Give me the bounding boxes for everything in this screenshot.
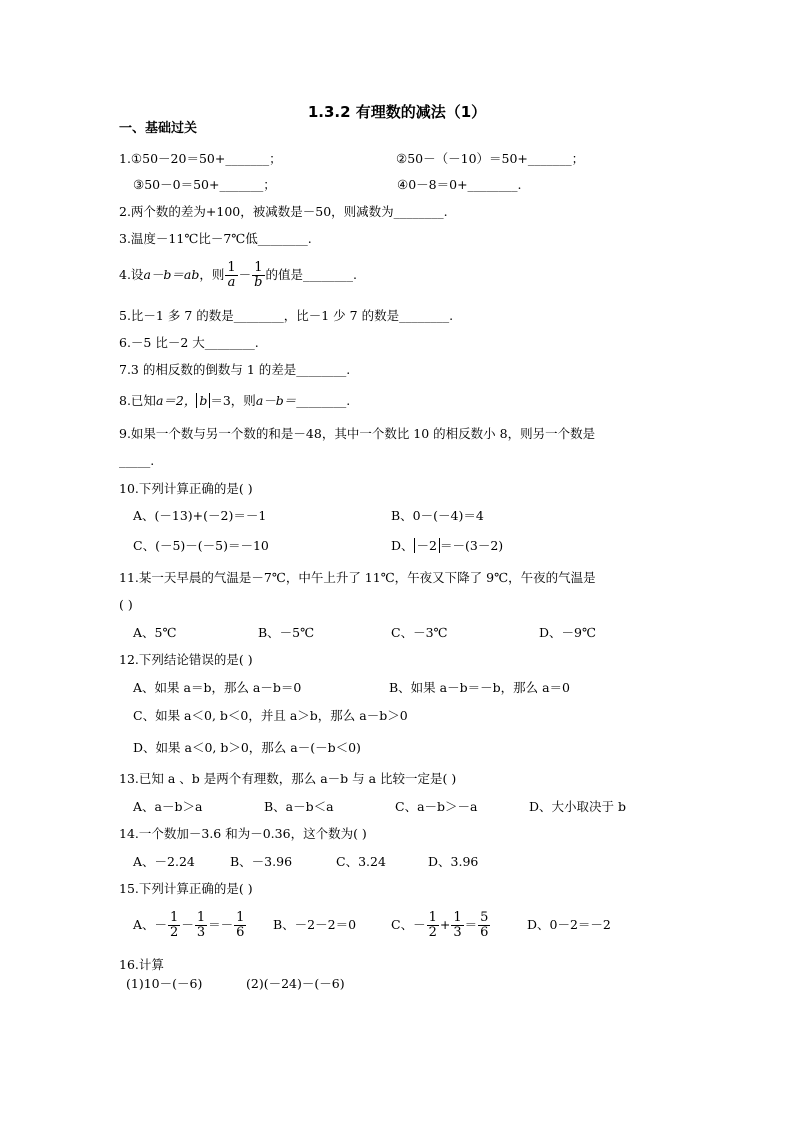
q15-a-op: － bbox=[181, 917, 194, 932]
q16-part-1: (1)10－(－6) bbox=[126, 976, 203, 991]
q4-mid: ，则 bbox=[199, 267, 225, 282]
question-16-stem: 16.计算 bbox=[119, 957, 164, 972]
q15-a-eq: ＝－ bbox=[208, 917, 234, 932]
question-15-stem: 15.下列计算正确的是( ) bbox=[119, 881, 253, 896]
q14-option-a: A、－2.24 bbox=[133, 854, 195, 869]
q15-c-f1-num: 1 bbox=[428, 910, 437, 925]
q15-option-b: B、－2－2＝0 bbox=[273, 917, 357, 932]
q15-a-fraction-2 bbox=[195, 911, 207, 940]
q15-a-fraction-3 bbox=[234, 911, 246, 940]
q15-a-f2-num: 1 bbox=[196, 910, 206, 925]
q15-option-a bbox=[133, 908, 247, 942]
q11-option-d: D、－9℃ bbox=[539, 625, 596, 640]
question-6: 6.－5 比－2 大________. bbox=[119, 335, 259, 350]
q11-option-c: C、－3℃ bbox=[391, 625, 448, 640]
q10-option-c: C、(－5)－(－5)＝－10 bbox=[133, 538, 269, 553]
section-heading: 一、基础过关 bbox=[119, 121, 198, 136]
q10-option-a: A、(－13)+(－2)＝－1 bbox=[133, 508, 267, 523]
q8-prefix: 8.已知 bbox=[119, 393, 156, 408]
q4-fraction-1 bbox=[225, 261, 237, 290]
q1-part-b: ②50－（－10）＝50+_______； bbox=[396, 151, 585, 166]
q14-option-b: B、－3.96 bbox=[230, 854, 293, 869]
q15-c-f1-den: 2 bbox=[428, 925, 437, 940]
q10-d-prefix: D、 bbox=[391, 538, 414, 553]
q4-suffix: 的值是________. bbox=[265, 267, 357, 282]
question-8 bbox=[119, 393, 350, 409]
q11-option-b: B、－5℃ bbox=[258, 625, 315, 640]
q12-option-c: C、如果 a＜0, b＜0，并且 a＞b，那么 a－b＞0 bbox=[133, 708, 408, 723]
q15-option-d: D、0－2＝－2 bbox=[527, 917, 611, 932]
q15-a-f3-num: 1 bbox=[236, 910, 245, 925]
q10-d-suffix: ＝－(3－2) bbox=[439, 538, 504, 553]
q1-part-c: ③50－0＝50+_______； bbox=[133, 177, 276, 192]
q15-c-op: + bbox=[439, 917, 451, 932]
q15-a-f2-den: 3 bbox=[196, 925, 206, 940]
question-11-stem: 11.某一天早晨的气温是－7℃，中午上升了 11℃，午夜又下降了 9℃，午夜的气温是 bbox=[119, 570, 596, 585]
q4-f1-numerator: 1 bbox=[227, 260, 236, 275]
question-9-line-1: 9.如果一个数与另一个数的和是－48，其中一个数比 10 的相反数小 8，则另一个数是 bbox=[119, 426, 596, 441]
q4-condition: a－b＝ab bbox=[143, 267, 200, 282]
question-14-stem: 14.一个数加－3.6 和为－0.36，这个数为( ) bbox=[119, 826, 367, 841]
question-2: 2.两个数的差为+100，被减数是－50，则减数为________. bbox=[119, 204, 448, 219]
q1-part-a: 1.①50－20＝50+_______； bbox=[119, 151, 282, 166]
q4-f2-denominator: b bbox=[254, 275, 263, 290]
q4-f1-denominator: a bbox=[225, 275, 237, 290]
q13-option-c: C、a－b＞－a bbox=[395, 799, 478, 814]
question-10-stem: 10.下列计算正确的是( ) bbox=[119, 481, 253, 496]
q10-option-d bbox=[391, 538, 503, 554]
q15-c-fraction-2 bbox=[451, 911, 463, 940]
q8-a-value: a＝2， bbox=[155, 393, 197, 408]
q12-option-a: A、如果 a＝b，那么 a－b＝0 bbox=[133, 680, 302, 695]
q15-c-fraction-1 bbox=[427, 911, 439, 940]
q15-a-prefix: A、－ bbox=[133, 917, 168, 932]
q8-mid: ＝3，则 bbox=[210, 393, 256, 408]
q15-c-prefix: C、－ bbox=[391, 917, 426, 932]
q13-option-a: A、a－b＞a bbox=[133, 799, 203, 814]
q15-a-f3-den: 6 bbox=[236, 925, 245, 940]
q4-fraction-2 bbox=[252, 261, 264, 290]
q15-c-fraction-3 bbox=[478, 911, 490, 940]
q15-c-f3-num: 5 bbox=[480, 910, 489, 925]
question-11-paren: ( ) bbox=[119, 597, 133, 612]
q15-a-fraction-1 bbox=[168, 911, 180, 940]
q12-option-d: D、如果 a＜0, b＞0，那么 a－(－b＜0) bbox=[133, 740, 361, 755]
q12-option-b: B、如果 a－b＝－b，那么 a＝0 bbox=[389, 680, 570, 695]
q4-minus: － bbox=[238, 267, 252, 282]
q11-option-a: A、5℃ bbox=[133, 625, 177, 640]
q15-c-f2-num: 1 bbox=[453, 910, 462, 925]
question-5: 5.比－1 多 7 的数是________，比－1 少 7 的数是________. bbox=[119, 308, 454, 323]
question-7: 7.3 的相反数的倒数与 1 的差是________. bbox=[119, 362, 351, 377]
q15-c-f3-den: 6 bbox=[480, 925, 489, 940]
q16-part-2: (2)(－24)－(－6) bbox=[246, 976, 345, 991]
q15-a-f1-den: 2 bbox=[170, 925, 179, 940]
question-13-stem: 13.已知 a 、b 是两个有理数，那么 a－b 与 a 比较一定是( ) bbox=[119, 771, 457, 786]
q14-option-d: D、3.96 bbox=[428, 854, 479, 869]
question-3: 3.温度－11℃比－7℃低________. bbox=[119, 231, 312, 246]
q8-expression: a－b＝ bbox=[255, 393, 297, 408]
q14-option-c: C、3.24 bbox=[336, 854, 386, 869]
q4-prefix: 4.设 bbox=[119, 267, 144, 282]
q1-part-d: ④0－8＝0+________. bbox=[397, 177, 522, 192]
question-9-line-2: _____. bbox=[119, 453, 155, 468]
page-title: 1.3.2 有理数的减法（1） bbox=[307, 103, 487, 121]
q4-f2-numerator: 1 bbox=[254, 260, 263, 275]
q8-abs-b: b bbox=[196, 393, 210, 408]
q15-option-c bbox=[391, 908, 491, 942]
q13-option-b: B、a－b＜a bbox=[264, 799, 334, 814]
q10-d-abs: －2 bbox=[414, 538, 440, 553]
q15-a-f1-num: 1 bbox=[170, 910, 179, 925]
q15-c-eq: ＝ bbox=[464, 917, 478, 932]
q10-option-b: B、0－(－4)＝4 bbox=[391, 508, 484, 523]
question-4 bbox=[119, 258, 357, 292]
question-12-stem: 12.下列结论错误的是( ) bbox=[119, 652, 253, 667]
q8-blank: ________. bbox=[296, 393, 351, 408]
q15-c-f2-den: 3 bbox=[453, 925, 462, 940]
q13-option-d: D、大小取决于 b bbox=[529, 799, 626, 814]
